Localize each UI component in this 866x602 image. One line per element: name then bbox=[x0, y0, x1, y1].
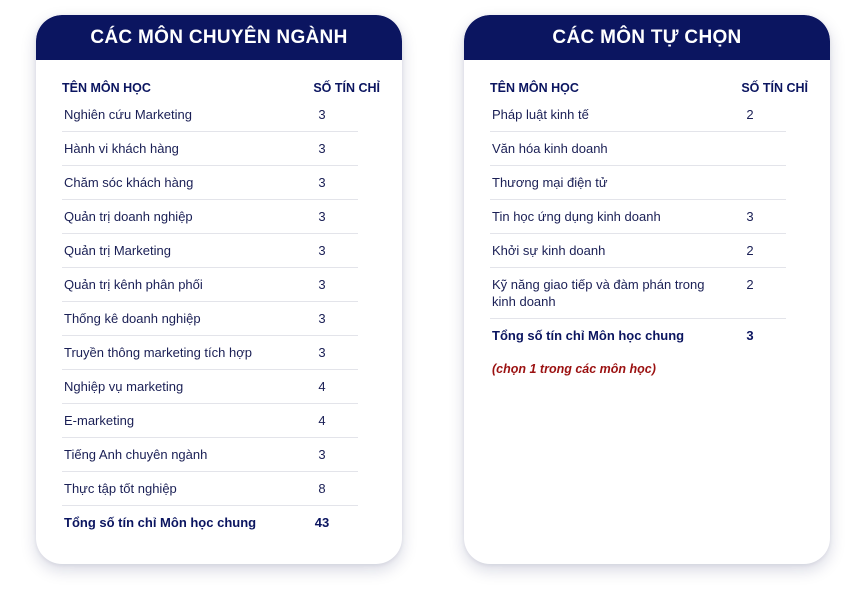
total-label: Tổng số tín chỉ Môn học chung bbox=[492, 328, 685, 343]
column-header-course-name: TÊN MÔN HỌC bbox=[490, 81, 579, 95]
course-credits: 8 bbox=[318, 481, 326, 496]
table-body bbox=[490, 98, 808, 319]
table-row bbox=[490, 234, 786, 268]
course-name: Nghiệp vụ marketing bbox=[64, 379, 184, 394]
table-row bbox=[490, 268, 786, 319]
course-credits: 3 bbox=[318, 277, 326, 292]
course-name: Kỹ năng giao tiếp và đàm phán trong kinh doanh bbox=[492, 277, 705, 309]
course-credits: 3 bbox=[318, 311, 326, 326]
course-name: Thống kê doanh nghiệp bbox=[64, 311, 201, 326]
course-credits: 2 bbox=[746, 243, 754, 258]
specialized-courses-table bbox=[62, 60, 380, 539]
course-name: Văn hóa kinh doanh bbox=[492, 141, 608, 156]
total-credits: 3 bbox=[746, 328, 754, 343]
course-credits: 4 bbox=[318, 379, 326, 394]
course-name: Thực tập tốt nghiệp bbox=[64, 481, 177, 496]
course-credits: 3 bbox=[318, 175, 326, 190]
table-body bbox=[62, 98, 380, 506]
table-row bbox=[62, 268, 358, 302]
course-name: Nghiên cứu Marketing bbox=[64, 107, 192, 122]
course-credits: 3 bbox=[318, 107, 326, 122]
course-name: Truyền thông marketing tích hợp bbox=[64, 345, 252, 360]
course-name: Hành vi khách hàng bbox=[64, 141, 179, 156]
course-name: Tiếng Anh chuyên ngành bbox=[64, 447, 208, 462]
table-row bbox=[62, 370, 358, 404]
table-row bbox=[62, 336, 358, 370]
course-name: Tin học ứng dụng kinh doanh bbox=[492, 209, 661, 224]
course-name: Quản trị kênh phân phối bbox=[64, 277, 203, 292]
table-total-row bbox=[490, 319, 786, 352]
course-name: Chăm sóc khách hàng bbox=[64, 175, 194, 190]
course-name: E-marketing bbox=[64, 413, 135, 428]
course-name: Khởi sự kinh doanh bbox=[492, 243, 606, 258]
course-credits: 3 bbox=[746, 209, 754, 224]
course-credits: 4 bbox=[318, 413, 326, 428]
total-credits: 43 bbox=[314, 515, 330, 530]
elective-courses-table bbox=[490, 60, 808, 376]
course-credits bbox=[710, 132, 790, 165]
course-name: Pháp luật kinh tế bbox=[492, 107, 589, 122]
table-row bbox=[62, 200, 358, 234]
course-credits: 3 bbox=[318, 209, 326, 224]
table-row bbox=[62, 234, 358, 268]
course-name: Quản trị Marketing bbox=[64, 243, 171, 258]
elective-courses-title: CÁC MÔN TỰ CHỌN bbox=[464, 15, 830, 60]
course-credits: 3 bbox=[318, 141, 326, 156]
column-header-credits: SỐ TÍN CHỈ bbox=[741, 81, 808, 95]
elective-note: (chọn 1 trong các môn học) bbox=[492, 362, 656, 376]
table-row bbox=[62, 302, 358, 336]
table-row bbox=[62, 132, 358, 166]
table-total-row bbox=[62, 506, 358, 539]
column-header-credits: SỐ TÍN CHỈ bbox=[313, 81, 380, 95]
course-credits: 2 bbox=[746, 107, 754, 122]
specialized-courses-card bbox=[36, 15, 402, 564]
table-row bbox=[490, 200, 786, 234]
column-header-course-name: TÊN MÔN HỌC bbox=[62, 81, 151, 95]
table-header bbox=[490, 60, 808, 98]
course-credits: 3 bbox=[318, 447, 326, 462]
table-row bbox=[62, 438, 358, 472]
course-credits bbox=[710, 166, 790, 199]
table-row bbox=[62, 98, 358, 132]
table-row bbox=[490, 166, 786, 200]
table-row bbox=[62, 166, 358, 200]
course-credits: 3 bbox=[318, 345, 326, 360]
course-name: Thương mại điện tử bbox=[492, 175, 608, 190]
table-row bbox=[62, 472, 358, 506]
course-credits: 2 bbox=[746, 277, 754, 292]
course-credits: 3 bbox=[318, 243, 326, 258]
table-row bbox=[490, 98, 786, 132]
table-row bbox=[62, 404, 358, 438]
table-header bbox=[62, 60, 380, 98]
total-label: Tổng số tín chỉ Môn học chung bbox=[64, 515, 257, 530]
table-row bbox=[490, 132, 786, 166]
specialized-courses-title: CÁC MÔN CHUYÊN NGÀNH bbox=[36, 15, 402, 60]
course-name: Quản trị doanh nghiệp bbox=[64, 209, 193, 224]
elective-courses-card bbox=[464, 15, 830, 564]
